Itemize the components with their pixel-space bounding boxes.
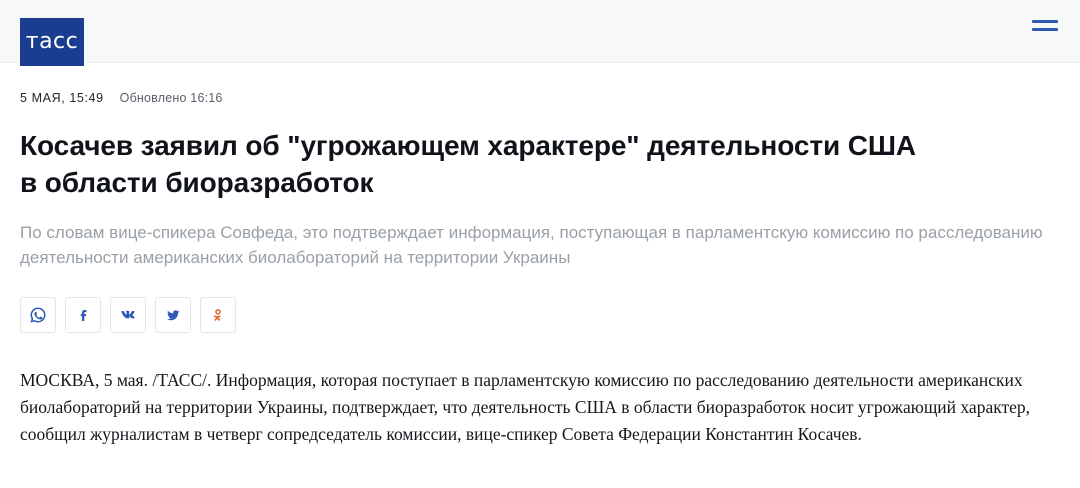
whatsapp-share-button[interactable] — [20, 297, 56, 333]
site-header — [0, 0, 1080, 63]
hamburger-line — [1032, 28, 1058, 31]
page-title: Косачев заявил об "угрожающем характере" деятельности США в области биоразработок — [20, 130, 917, 199]
article-subheadline: По словам вице-спикера Совфеда, это подтверждает информация, поступающая в парламентскую комиссию по расследованию деятельности американских биолабораторий на территории Украины — [20, 223, 1043, 268]
article-paragraph: МОСКВА, 5 мая. /ТАСС/. Информация, которая поступает в парламентскую комиссию по расследованию деятельности американских биолабораторий на территории Украины, подтверждает, что деятельность США в области биоразработок носит угрожающий характер, сообщил журналистам в четверг сопредседатель комиссии, вице-спикер Совета Федерации Константин Косачев. — [20, 369, 1031, 444]
vk-icon — [118, 305, 138, 325]
share-buttons — [20, 297, 1060, 333]
article-content — [0, 91, 1080, 448]
tass-logo[interactable] — [20, 18, 84, 66]
odnoklassniki-share-button[interactable] — [200, 297, 236, 333]
twitter-share-button[interactable] — [155, 297, 191, 333]
whatsapp-icon — [29, 306, 47, 324]
facebook-icon — [74, 306, 92, 324]
tass-logo-text: тасс — [25, 29, 79, 54]
odnoklassniki-icon — [210, 306, 226, 324]
article-meta — [20, 91, 1060, 105]
publish-date: 5 МАЯ, 15:49 — [20, 91, 104, 105]
facebook-share-button[interactable] — [65, 297, 101, 333]
vk-share-button[interactable] — [110, 297, 146, 333]
twitter-icon — [164, 306, 182, 324]
article-body — [20, 367, 1040, 448]
hamburger-menu-icon[interactable] — [1032, 20, 1058, 36]
hamburger-line — [1032, 20, 1058, 23]
updated-time: Обновлено 16:16 — [119, 91, 223, 105]
